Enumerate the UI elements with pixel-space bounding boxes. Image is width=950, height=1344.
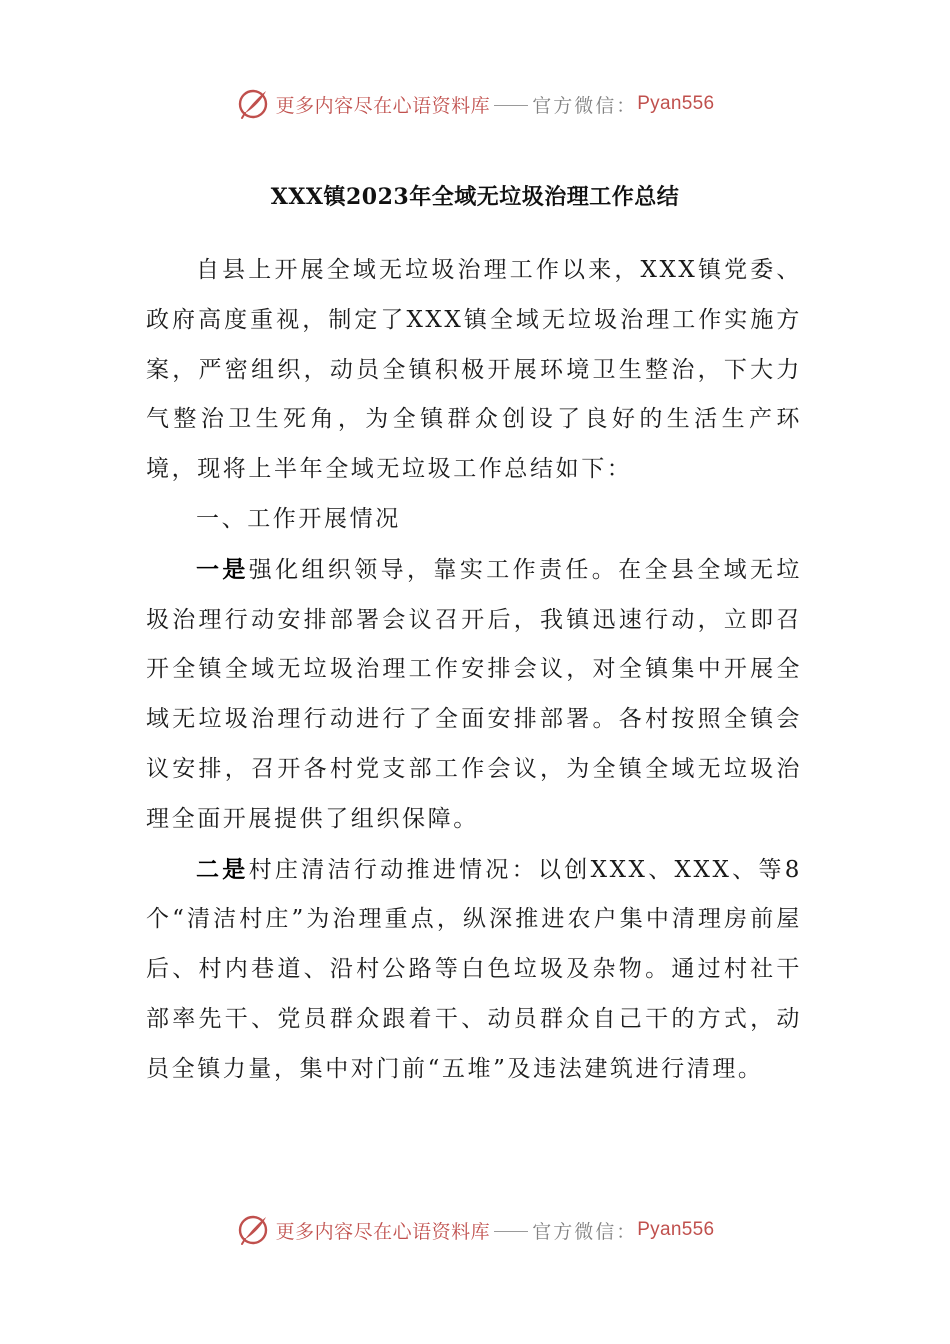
quill-logo-icon (236, 87, 270, 121)
point-paragraph-1 (146, 545, 802, 845)
header-banner (0, 84, 950, 124)
point-text: 村庄清洁行动推进情况：以创XXX、XXX、等8个“清洁村庄”为治理重点，纵深推进农户集中清理房前屋后、村内巷道、沿村公路等白色垃圾及杂物。通过村社干部率先干、党员群众跟着干、动员群众自己干的方式，动员全镇力量，集中对门前“五堆”及违法建筑进行清理。 (146, 856, 803, 1082)
banner-brand-text: 更多内容尽在心语资料库 (275, 1220, 491, 1243)
intro-paragraph: 自县上开展全域无垃圾治理工作以来，XXX镇党委、政府高度重视，制定了XXX镇全域无垃圾治理工作实施方案，严密组织，动员全镇积极开展环境卫生整治，下大力气整治卫生死角，为全镇群众创设了良好的生活生产环境，现将上半年全域无垃圾工作总结如下： (146, 257, 802, 483)
banner-contact-label: 官方微信： (532, 94, 638, 117)
quill-logo-icon (236, 1213, 270, 1247)
banner-wechat-handle: Pyan556 (637, 1219, 715, 1240)
banner-contact-label: 官方微信： (532, 1220, 638, 1243)
document-body (146, 246, 802, 1095)
point-lead: 二是 (196, 855, 249, 883)
banner-wechat-handle: Pyan556 (637, 93, 715, 114)
banner-brand-text: 更多内容尽在心语资料库 (275, 94, 491, 117)
document-title: XXX镇2023年全域无垃圾治理工作总结 (270, 184, 680, 210)
banner-dash (494, 1231, 528, 1232)
banner-dash (494, 105, 528, 106)
section-heading: 一、工作开展情况 (196, 505, 401, 532)
point-text: 强化组织领导，靠实工作责任。在全县全域无垃圾治理行动安排部署会议召开后，我镇迅速行动，立即召开全镇全域无垃圾治理工作安排会议，对全镇集中开展全域无垃圾治理行动进行了全面安排部署。各村按照全镇会议安排，召开各村党支部工作会议，为全镇全域无垃圾治理全面开展提供了组织保障。 (146, 556, 802, 832)
point-lead: 一是 (196, 555, 249, 583)
point-paragraph-2 (146, 845, 802, 1095)
footer-banner (0, 1210, 950, 1250)
